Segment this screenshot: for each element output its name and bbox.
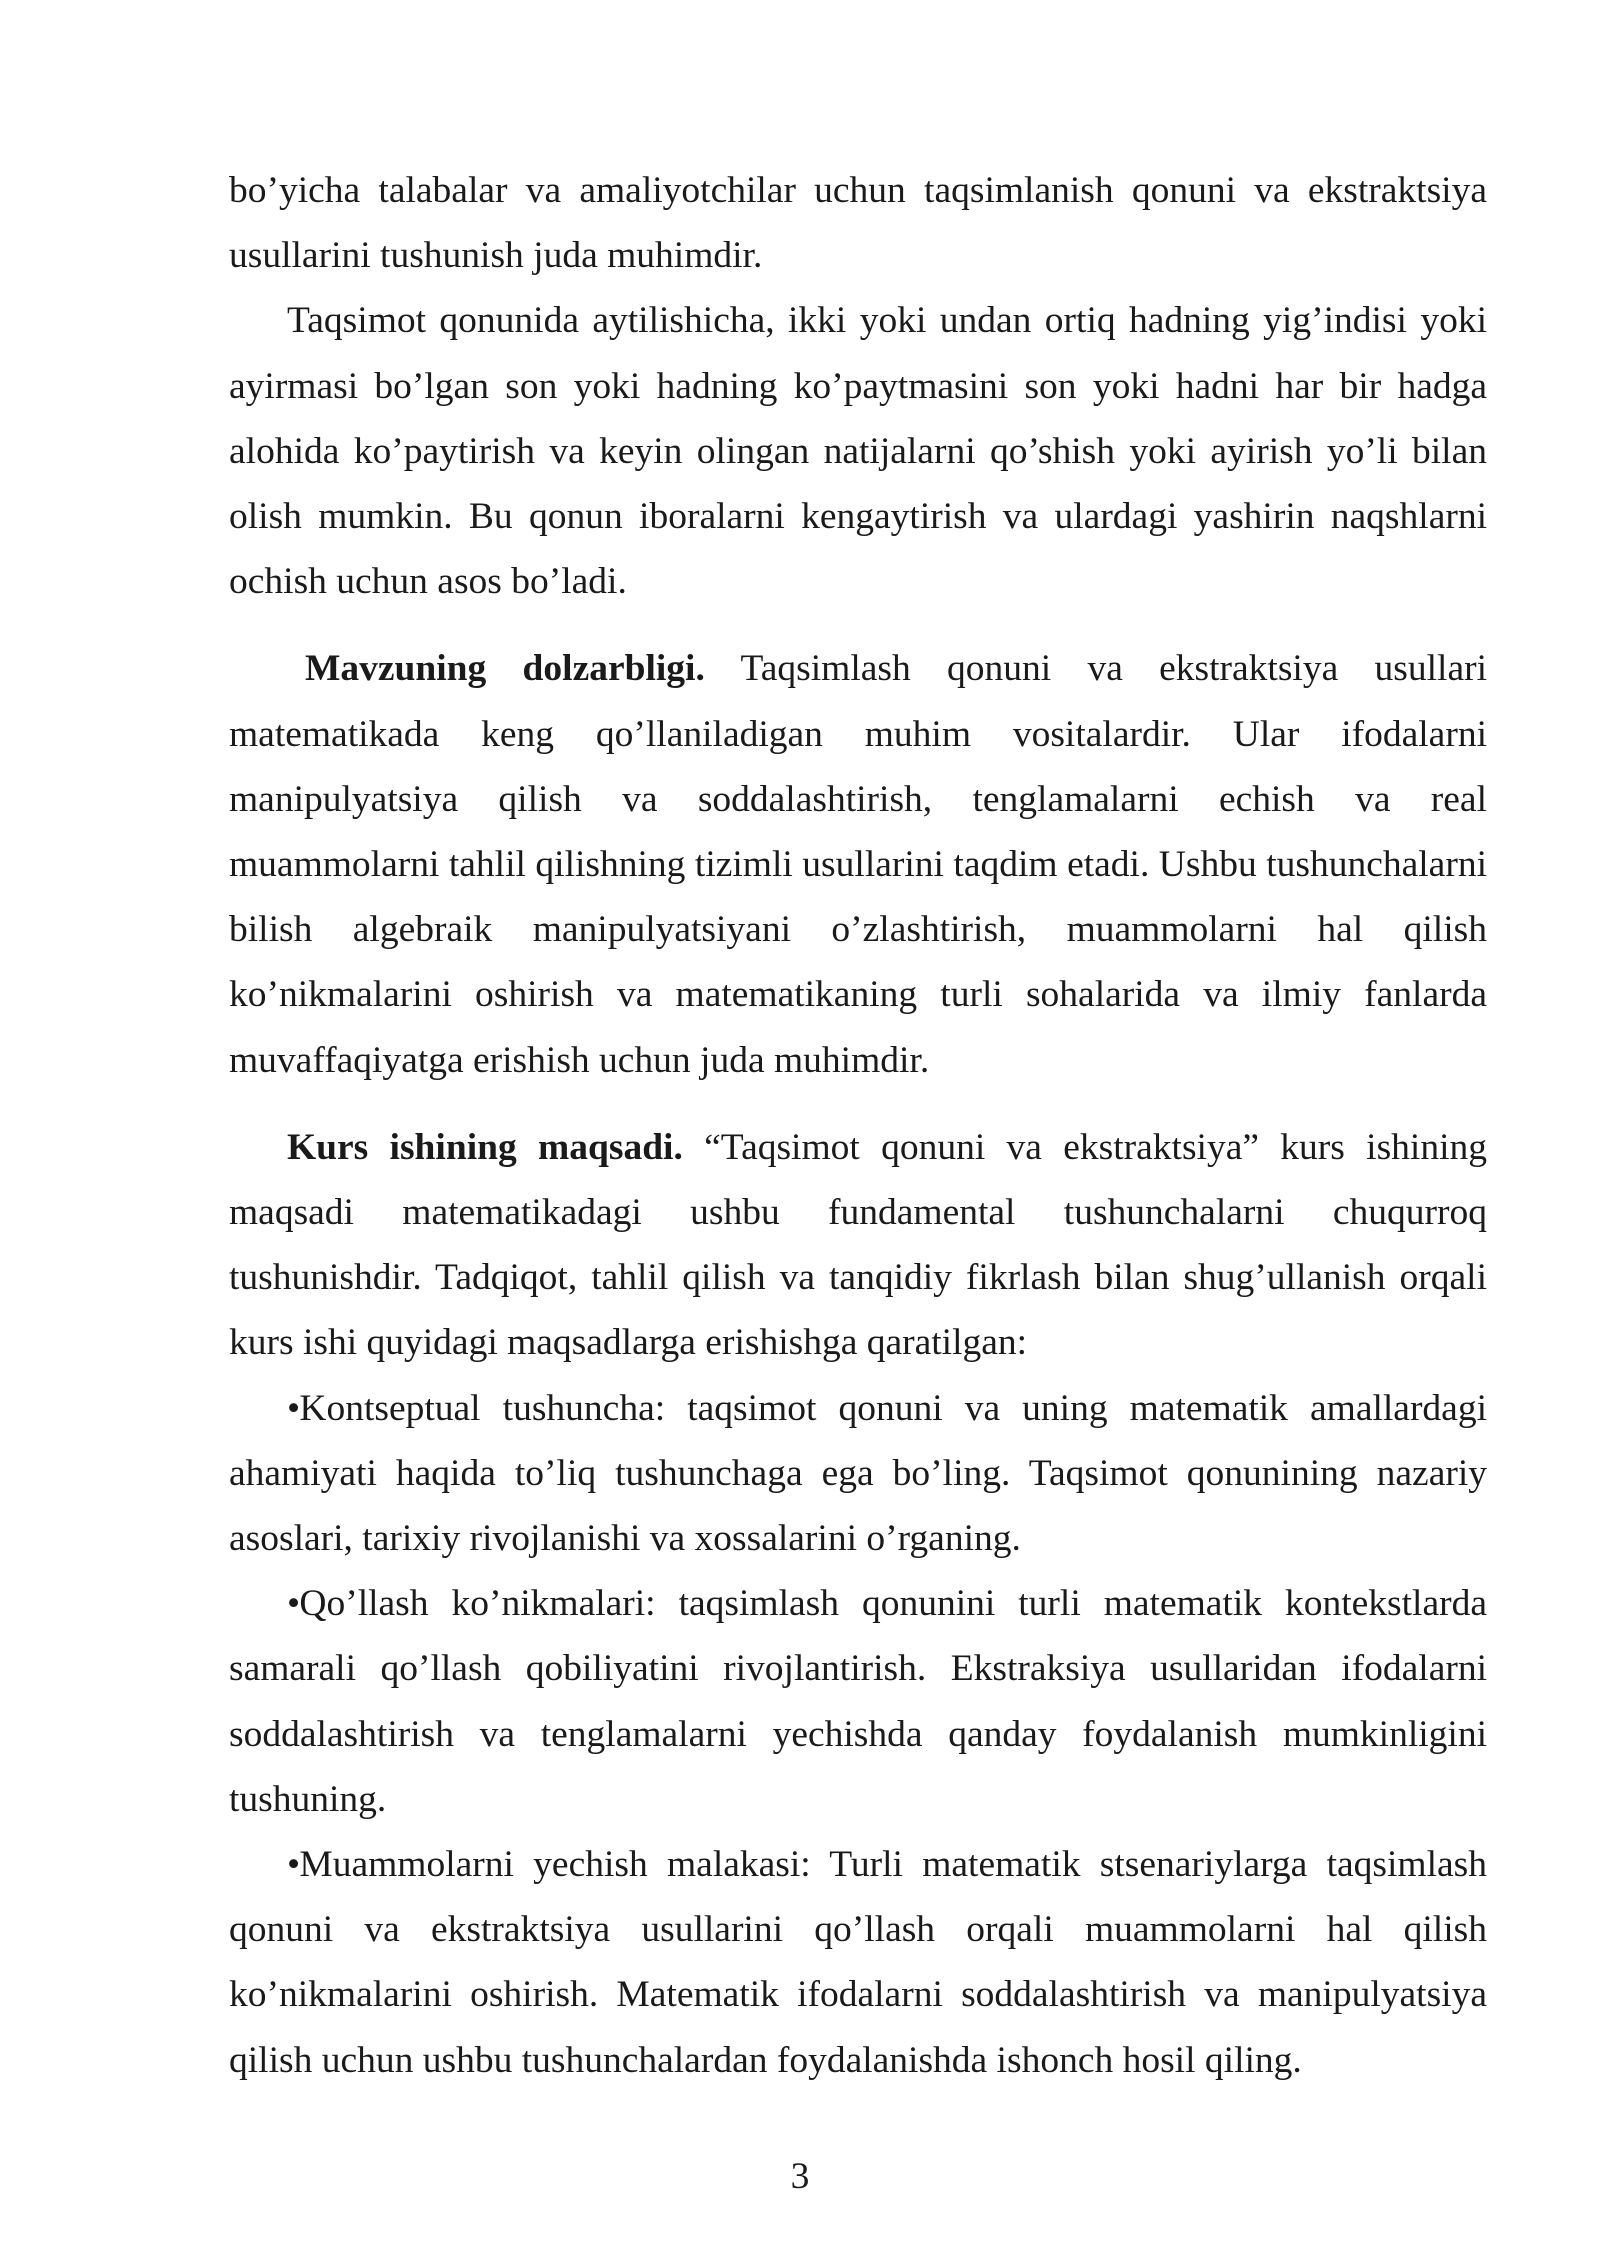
bullet-icon: • bbox=[287, 1583, 301, 1625]
bullet-text: Kontseptual tushuncha: taqsimot qonuni va uning matematik amallardagi ahamiyati haqida to’liq tushunchaga ega bo’ling. Taqsimot qonunining nazariy asoslari, tarixiy rivojlanishi va xossalarini o’rganing. bbox=[229, 1387, 1487, 1560]
bullet-item-conceptual bbox=[229, 1376, 1487, 1572]
bullet-item-problem-solving bbox=[229, 1832, 1487, 2093]
bullet-icon: • bbox=[287, 1387, 301, 1429]
paragraph-text: Taqsimot qonunida aytilishicha, ikki yoki undan ortiq hadning yig’indisi yoki ayirmasi bo’lgan son yoki hadning ko’paytmasini son yoki hadni har bir hadga alohida ko’paytirish va keyin olingan natijalarni qo’shish yoki ayirish yo’li bilan olish mumkin. Bu qonun iboralarni kengaytirish va ulardagi yashirin naqshlarni ochish uchun asos bo’ladi. bbox=[229, 300, 1487, 603]
section-heading-relevance: Mavzuning dolzarbligi. bbox=[305, 648, 705, 690]
section-heading-goal: Kurs ishining maqsadi. bbox=[287, 1126, 683, 1168]
paragraph-relevance bbox=[229, 636, 1487, 1092]
page-number: 3 bbox=[790, 2156, 810, 2197]
bullet-text: Qo’llash ko’nikmalari: taqsimlash qonunini turli matematik kontekstlarda samarali qo’llash qobiliyatini rivojlantirish. Ekstraksiya usullaridan ifodalarni soddalashtirish va tenglamalarni yechishda qanday foydalanish mumkinligini tushuning. bbox=[229, 1583, 1487, 1820]
paragraph-distributive-law bbox=[229, 288, 1487, 614]
paragraph-text: bo’yicha talabalar va amaliyotchilar uchun taqsimlanish qonuni va ekstraktsiya usullarini tushunish juda muhimdir. bbox=[229, 170, 1487, 277]
paragraph-continuation bbox=[229, 158, 1487, 288]
bullet-text: Muammolarni yechish malakasi: Turli matematik stsenariylarga taqsimlash qonuni va ekstraktsiya usullarini qo’llash orqali muammolarni hal qilish ko’nikmalarini oshirish. Matematik ifodalarni soddalashtirish va manipulyatsiya qilish uchun ushbu tushunchalardan foydalanishda ishonch hosil qiling. bbox=[229, 1844, 1487, 2081]
bullet-item-application bbox=[229, 1571, 1487, 1832]
paragraph-text: “Taqsimot qonuni va ekstraktsiya” kurs ishining maqsadi matematikadagi ushbu fundamental tushunchalarni chuqurroq tushunishdir. Tadqiqot, tahlil qilish va tanqidiy fikrlash bilan shug’ullanish orqali kurs ishi quyidagi maqsadlarga erishishga qaratilgan: bbox=[229, 1126, 1487, 1364]
bullet-icon: • bbox=[287, 1844, 301, 1886]
document-body bbox=[229, 158, 1487, 2093]
paragraph-text: Taqsimlash qonuni va ekstraktsiya usullari matematikada keng qo’llaniladigan muhim vositalardir. Ular ifodalarni manipulyatsiya qilish va soddalashtirish, tenglamalarni echish va real muammolarni tahlil qilishning tizimli usullarini taqdim etadi. Ushbu tushunchalarni bilish algebraik manipulyatsiyani o’zlashtirish, muammolarni hal qilish ko’nikmalarini oshirish va matematikaning turli sohalarida va ilmiy fanlarda muvaffaqiyatga erishish uchun juda muhimdir. bbox=[229, 648, 1487, 1081]
paragraph-course-goal bbox=[229, 1115, 1487, 1376]
